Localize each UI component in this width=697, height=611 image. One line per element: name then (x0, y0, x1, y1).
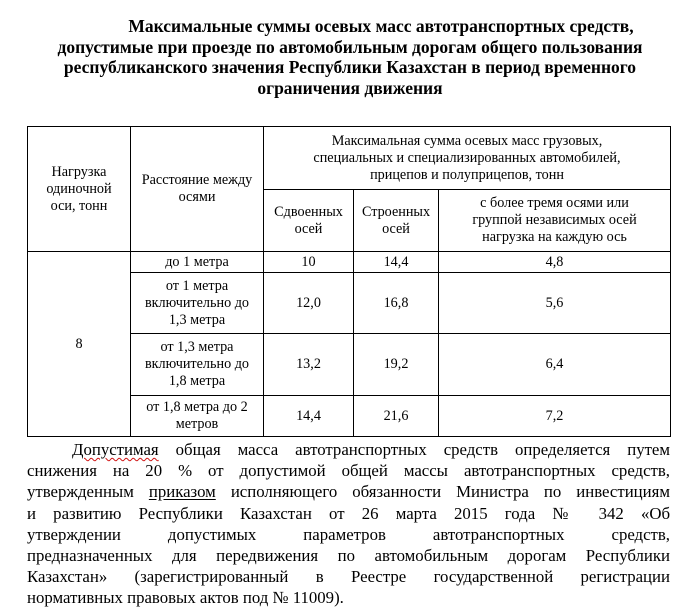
title-line: Максимальные суммы осевых масс автотранспортных средств, (128, 16, 634, 36)
double-value: 12,0 (264, 273, 354, 334)
double-value: 10 (264, 252, 354, 273)
header-more-axles: с более тремя осями или группой независимых осей нагрузка на каждую ось (439, 190, 671, 252)
paragraph-line: Казахстан» (зарегистрированный в Реестре государственной регистрации (27, 567, 670, 587)
paragraph-line: утвержденным приказом исполняющего обязанности Министра по инвестициям (27, 482, 670, 502)
header-axle-load: Нагрузка одиночной оси, тонн (28, 127, 131, 252)
title-line: допустимые при проезде по автомобильным дорогам общего пользования (57, 36, 643, 57)
title-line: ограничения движения (257, 77, 443, 98)
distance-cell: до 1 метра (131, 252, 264, 273)
order-link[interactable]: приказом (148, 482, 216, 502)
distance-cell: от 1 метра включительно до 1,3 метра (131, 273, 264, 334)
triple-value: 16,8 (354, 273, 439, 334)
paragraph-line: нормативных правовых актов под № 11009). (27, 588, 344, 608)
title-line: республиканского значения Республики Казахстан в период временного (63, 57, 637, 77)
paragraph-line: Допустимая общая масса автотранспортных средств определяется путем (72, 440, 670, 459)
more-value: 5,6 (439, 273, 671, 334)
document-title (20, 16, 680, 98)
double-value: 14,4 (264, 396, 354, 437)
axle-load-value: 8 (28, 252, 131, 437)
body-paragraph (27, 439, 670, 609)
spellcheck-word[interactable]: Допустимая (72, 440, 159, 459)
header-double-axles: Сдвоенных осей (264, 190, 354, 252)
paragraph-line: предназначенных для передвижения по автомобильным дорогам Республики (27, 546, 670, 566)
paragraph-line: и развитию Республики Казахстан от 26 марта 2015 года № 342 «Об (27, 503, 670, 523)
table-row (28, 252, 671, 273)
more-value: 6,4 (439, 334, 671, 396)
triple-value: 19,2 (354, 334, 439, 396)
more-value: 7,2 (439, 396, 671, 437)
axle-mass-table (27, 126, 671, 437)
paragraph-line: утверждении допустимых параметров автотранспортных средств, (27, 524, 670, 544)
distance-cell: от 1,8 метра до 2 метров (131, 396, 264, 437)
triple-value: 14,4 (354, 252, 439, 273)
more-value: 4,8 (439, 252, 671, 273)
distance-cell: от 1,3 метра включительно до 1,8 метра (131, 334, 264, 396)
header-distance: Расстояние между осями (131, 127, 264, 252)
paragraph-line: снижения на 20 % от допустимой общей массы автотранспортных средств, (27, 461, 670, 481)
triple-value: 21,6 (354, 396, 439, 437)
table-header-row (28, 127, 671, 190)
header-triple-axles: Строенных осей (354, 190, 439, 252)
header-max-axle-mass: Максимальная сумма осевых масс грузовых, специальных и специализированных автомобилей, прицепов и полуприцепов, тонн (264, 127, 671, 190)
double-value: 13,2 (264, 334, 354, 396)
